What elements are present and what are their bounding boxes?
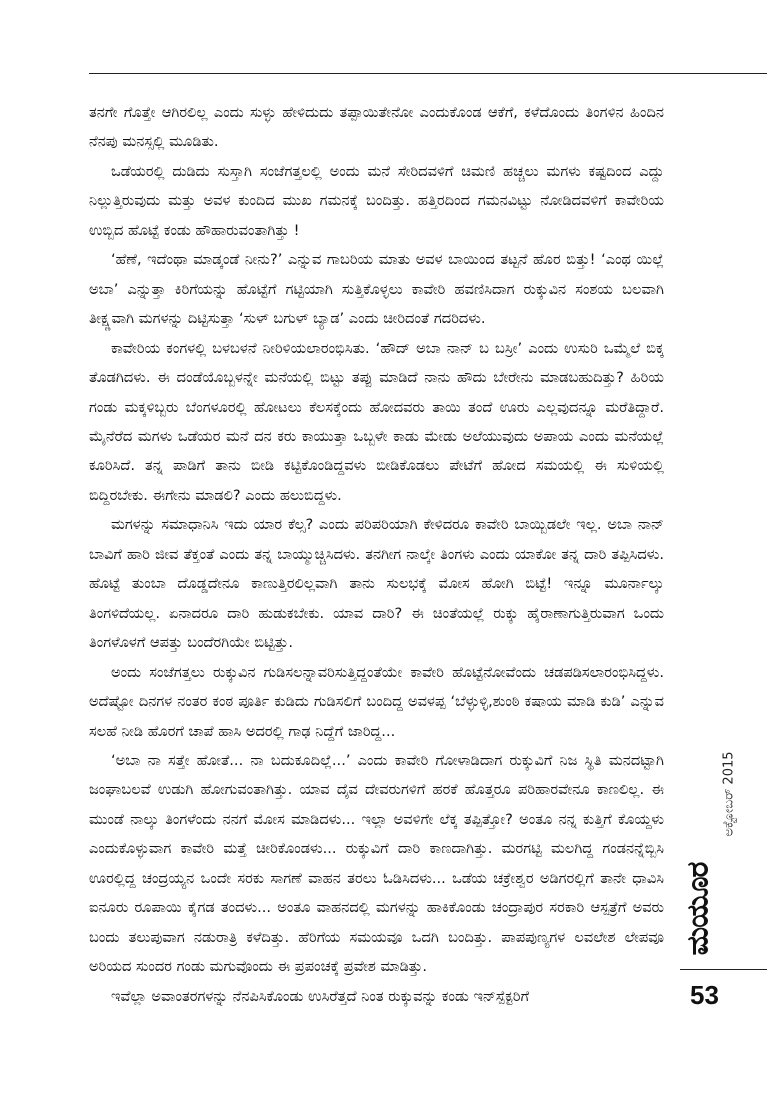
story-text-column: [89, 98, 664, 1005]
footer-rule: [680, 969, 767, 970]
magazine-logo-vertical: [678, 852, 718, 966]
paragraph-1: ತನಗೇ ಗೊತ್ತೇ ಆಗಿರಲಿಲ್ಲ ಎಂದು ಸುಳ್ಳು ಹೇಳಿದುದು ತಪ್ಪಾಯಿತೇನೋ ಎಂದುಕೊಂಡ ಆಕೆಗೆ, ಕಳೆದೊಂದು ತಿಂಗಳಿನ ಹಿಂದಿನ ನೆನಪು ಮನಸ್ಸಲ್ಲಿ ಮೂಡಿತು.: [89, 104, 664, 151]
issue-date-text: ಅಕ್ಟೋಬರ್ 2015: [721, 751, 737, 837]
paragraph-7: ‘ಅಬಾ ನಾ ಸತ್ತೇ ಹೋತೆ... ನಾ ಬದುಕೂದಿಲ್ಲೆ...’ ಎಂದು ಕಾವೇರಿ ಗೋಳಾಡಿದಾಗ ರುಕ್ಕುವಿಗೆ ನಿಜ ಸ್ಥಿತಿ ಮನದಟ್ಟಾಗಿ ಜಂಘಾಬಲವೆ ಉಡುಗಿ ಹೋಗುವಂತಾಗಿತ್ತು. ಯಾವ ದೈವ ದೇವರುಗಳಿಗೆ ಹರಕೆ ಹೊತ್ತರೂ ಪರಿಹಾರವೇನೂ ಕಾಣಲಿಲ್ಲ. ಈ ಮುಂಡೆ ನಾಲ್ಕು ತಿಂಗಳೆಂದು ನನಗೆ ಮೋಸ ಮಾಡಿದಳು... ಇಲ್ಲಾ ಅವಳಿಗೇ ಲೆಕ್ಕ ತಪ್ಪಿತ್ತೋ? ಅಂತೂ ನನ್ನ ಕುತ್ತಿಗೆ ಕೊಯ್ದಳು ಎಂದುಕೊಳ್ಳುವಾಗ ಕಾವೇರಿ ಮತ್ತೆ ಚೀರಿಕೊಂಡಳು... ರುಕ್ಕುವಿಗೆ ದಾರಿ ಕಾಣದಾಗಿತ್ತು. ಮರಗಟ್ಟಿ ಮಲಗಿದ್ದ ಗಂಡನನ್ನೆಬ್ಬಿಸಿ ಊರಲ್ಲಿದ್ದ ಚಂದ್ರಯ್ಯನ ಒಂದೇ ಸರಕು ಸಾಗಣೆ ವಾಹನ ತರಲು ಓಡಿಸಿದಳು... ಒಡೆಯ ಚಕ್ರೇಶ್ವರ ಅಡಿಗರಲ್ಲಿಗೆ ತಾನೇ ಧಾವಿಸಿ ಐನೂರು ರೂಪಾಯಿ ಕೈಗಡ ತಂದಳು... ಅಂತೂ ವಾಹನದಲ್ಲಿ ಮಗಳನ್ನು ಹಾಕಿಕೊಂಡು ಚಂದ್ರಾಪುರ ಸರಕಾರಿ ಆಸ್ಪತ್ರೆಗೆ ಅವರು ಬಂದು ತಲುಪುವಾಗ ನಡುರಾತ್ರಿ ಕಳೆದಿತ್ತು. ಹೆರಿಗೆಯ ಸಮಯವೂ ಒದಗಿ ಬಂದಿತ್ತು. ಪಾಪಪುಣ್ಯಗಳ ಲವಲೇಶ ಲೇಪವೂ ಅರಿಯದ ಸುಂದರ ಗಂಡು ಮಗುವೊಂದು ಈ ಪ್ರಪಂಚಕ್ಕೆ ಪ್ರವೇಶ ಮಾಡಿತ್ತು.: [89, 751, 664, 976]
paragraph-2: ಒಡೆಯರಲ್ಲಿ ದುಡಿದು ಸುಸ್ತಾಗಿ ಸಂಜೆಗತ್ತಲಲ್ಲಿ ಅಂದು ಮನೆ ಸೇರಿದವಳಿಗೆ ಚಿಮಣಿ ಹಚ್ಚಲು ಮಗಳು ಕಷ್ಟದಿಂದ ಎದ್ದು ನಿಲ್ಲುತ್ತಿರುವುದು ಮತ್ತು ಅವಳ ಕುಂದಿದ ಮುಖ ಗಮನಕ್ಕೆ ಬಂದಿತ್ತು. ಹತ್ತಿರದಿಂದ ಗಮನವಿಟ್ಟು ನೋಡಿದವಳಿಗೆ ಕಾವೇರಿಯ ಉಬ್ಬಿದ ಹೊಟ್ಟೆ ಕಂಡು ಹೌಹಾರುವಂತಾಗಿತ್ತು !: [89, 162, 664, 239]
page-number: 53: [690, 980, 719, 1010]
paragraph-4: ಕಾವೇರಿಯ ಕಂಗಳಲ್ಲಿ ಬಳಬಳನೆ ನೀರಿಳಿಯಲಾರಂಭಿಸಿತು. ‘ಹೌದ್ ಅಬಾ ನಾನ್ ಬ ಬಸ್ರೀ’ ಎಂದು ಉಸುರಿ ಒಮ್ಮೆಲೆ ಬಿಕ್ಕ ತೊಡಗಿದಳು. ಈ ದಂಡೆಯೊಬ್ಬಳನ್ನೇ ಮನೆಯಲ್ಲಿ ಬಿಟ್ಟು ತಪ್ಪು ಮಾಡಿದೆ ನಾನು ಹೌದು ಬೇರೇನು ಮಾಡಬಹುದಿತ್ತು? ಹಿರಿಯ ಗಂಡು ಮಕ್ಕಳಿಬ್ಬರು ಬೆಂಗಳೂರಲ್ಲಿ ಹೋಟಲು ಕೆಲಸಕ್ಕೆಂದು ಹೋದವರು ತಾಯಿ ತಂದೆ ಊರು ಎಲ್ಲವುದನ್ನೂ ಮರೆತಿದ್ದಾರೆ. ಮೈನೆರೆದ ಮಗಳು ಒಡೆಯರ ಮನೆ ದನ ಕರು ಕಾಯುತ್ತಾ ಒಬ್ಬಳೇ ಕಾಡು ಮೇಡು ಅಲೆಯುವುದು ಅಪಾಯ ಎಂದು ಮನೆಯಲ್ಲೆ ಕೂರಿಸಿದೆ. ತನ್ನ ಪಾಡಿಗೆ ತಾನು ಬೀಡಿ ಕಟ್ಟಿಕೊಂಡಿದ್ದವಳು ಬೀಡಿಕೊಡಲು ಪೇಟೆಗೆ ಹೋದ ಸಮಯಲ್ಲಿ ಈ ಸುಳಿಯಲ್ಲಿ ಬಿದ್ದಿರಬೇಕು. ಈಗೇನು ಮಾಡಲಿ? ಎಂದು ಹಲುಬಿದ್ದಳು.: [89, 339, 664, 504]
paragraph-8: ಇವೆಲ್ಲಾ ಅವಾಂತರಗಳನ್ನು ನೆನಪಿಸಿಕೊಂಡು ಉಸಿರೆತ್ತದೆ ನಿಂತ ರುಕ್ಕುವನ್ನು ಕಂಡು ಇನ್‌ಸ್ಪೆಕ್ಟರಿಗೆ: [111, 987, 530, 1005]
header-rule: [89, 73, 767, 74]
magazine-name: ಮಯೂರ: [680, 862, 716, 956]
paragraph-3: ‘ಹೆಣೆ, ಇದೆಂಥಾ ಮಾಡ್ಕಂಡೆ ನೀನು?’ ಎನ್ನುವ ಗಾಬರಿಯ ಮಾತು ಅವಳ ಬಾಯಿಂದ ತಟ್ಟನೆ ಹೊರ ಬಿತ್ತು! ‘ಎಂಥ ಯಿಲ್ಲೆ ಅಬಾ’ ಎನ್ನುತ್ತಾ ಕಿರಿಗೆಯನ್ನು ಹೊಟ್ಟೆಗೆ ಗಟ್ಟಿಯಾಗಿ ಸುತ್ತಿಕೊಳ್ಳಲು ಕಾವೇರಿ ಹವಣಿಸಿದಾಗ ರುಕ್ಕುವಿನ ಸಂಶಯ ಬಲವಾಗಿ ತೀಕ್ಷ್ಣವಾಗಿ ಮಗಳನ್ನು ದಿಟ್ಟಿಸುತ್ತಾ ‘ಸುಳ್ ಬಗುಳ್ ಬ್ಯಾಡ’ ಎಂದು ಚೀರಿದಂತೆ ಗದರಿದಳು.: [89, 251, 664, 328]
paragraph-5: ಮಗಳನ್ನು ಸಮಾಧಾನಿಸಿ ಇದು ಯಾರ ಕೆಲ್ಸ? ಎಂದು ಪರಿಪರಿಯಾಗಿ ಕೇಳಿದರೂ ಕಾವೇರಿ ಬಾಯ್ಬಿಡಲೇ ಇಲ್ಲ. ಅಬಾ ನಾನ್ ಬಾವಿಗೆ ಹಾರಿ ಜೀವ ತೆಕ್ತಂತೆ ಎಂದು ತನ್ನ ಬಾಯ್ಮುಚ್ಚಿಸಿದಳು. ತನಗೀಗ ನಾಲ್ಕೇ ತಿಂಗಳು ಎಂದು ಯಾಕೋ ತನ್ನ ದಾರಿ ತಪ್ಪಿಸಿದಳು. ಹೊಟ್ಟೆ ತುಂಬಾ ದೊಡ್ಡದೇನೂ ಕಾಣುತ್ತಿರಲಿಲ್ಲವಾಗಿ ತಾನು ಸುಲಭಕ್ಕೆ ಮೋಸ ಹೋಗಿ ಬಿಟ್ಟೆ! ಇನ್ನೂ ಮೂರ್ನಾಲ್ಕು ತಿಂಗಳಿದೆಯಲ್ಲ. ಏನಾದರೂ ದಾರಿ ಹುಡುಕಬೇಕು. ಯಾವ ದಾರಿ? ಈ ಚಿಂತೆಯಲ್ಲೆ ರುಕ್ಕು ಹೈರಾಣಾಗುತ್ತಿರುವಾಗ ಒಂದು ತಿಂಗಳೊಳಗೆ ಆಪತ್ತು ಬಂದೆರಗಿಯೇ ಬಿಟ್ಟಿತ್ತು.: [89, 516, 664, 652]
paragraph-6: ಅಂದು ಸಂಜೆಗತ್ತಲು ರುಕ್ಕುವಿನ ಗುಡಿಸಲನ್ನಾವರಿಸುತ್ತಿದ್ದಂತೆಯೇ ಕಾವೇರಿ ಹೊಟ್ಟೆನೋವೆಂದು ಚಡಪಡಿಸಲಾರಂಭಿಸಿದ್ದಳು. ಅದೆಷ್ಟೋ ದಿನಗಳ ನಂತರ ಕಂಠ ಪೂರ್ತಿ ಕುಡಿದು ಗುಡಿಸಲಿಗೆ ಬಂದಿದ್ದ ಅವಳಪ್ಪ ‘ಬೆಳ್ಳುಳ್ಳಿ,ಶುಂಠಿ ಕಷಾಯ ಮಾಡಿ ಕುಡಿ’ ಎನ್ನುವ ಸಲಹೆ ನೀಡಿ ಹೊರಗೆ ಚಾಪೆ ಹಾಸಿ ಅದರಲ್ಲಿ ಗಾಢ ನಿದ್ದೆಗೆ ಜಾರಿದ್ದ...: [89, 663, 664, 740]
issue-date-vertical: [718, 740, 740, 848]
